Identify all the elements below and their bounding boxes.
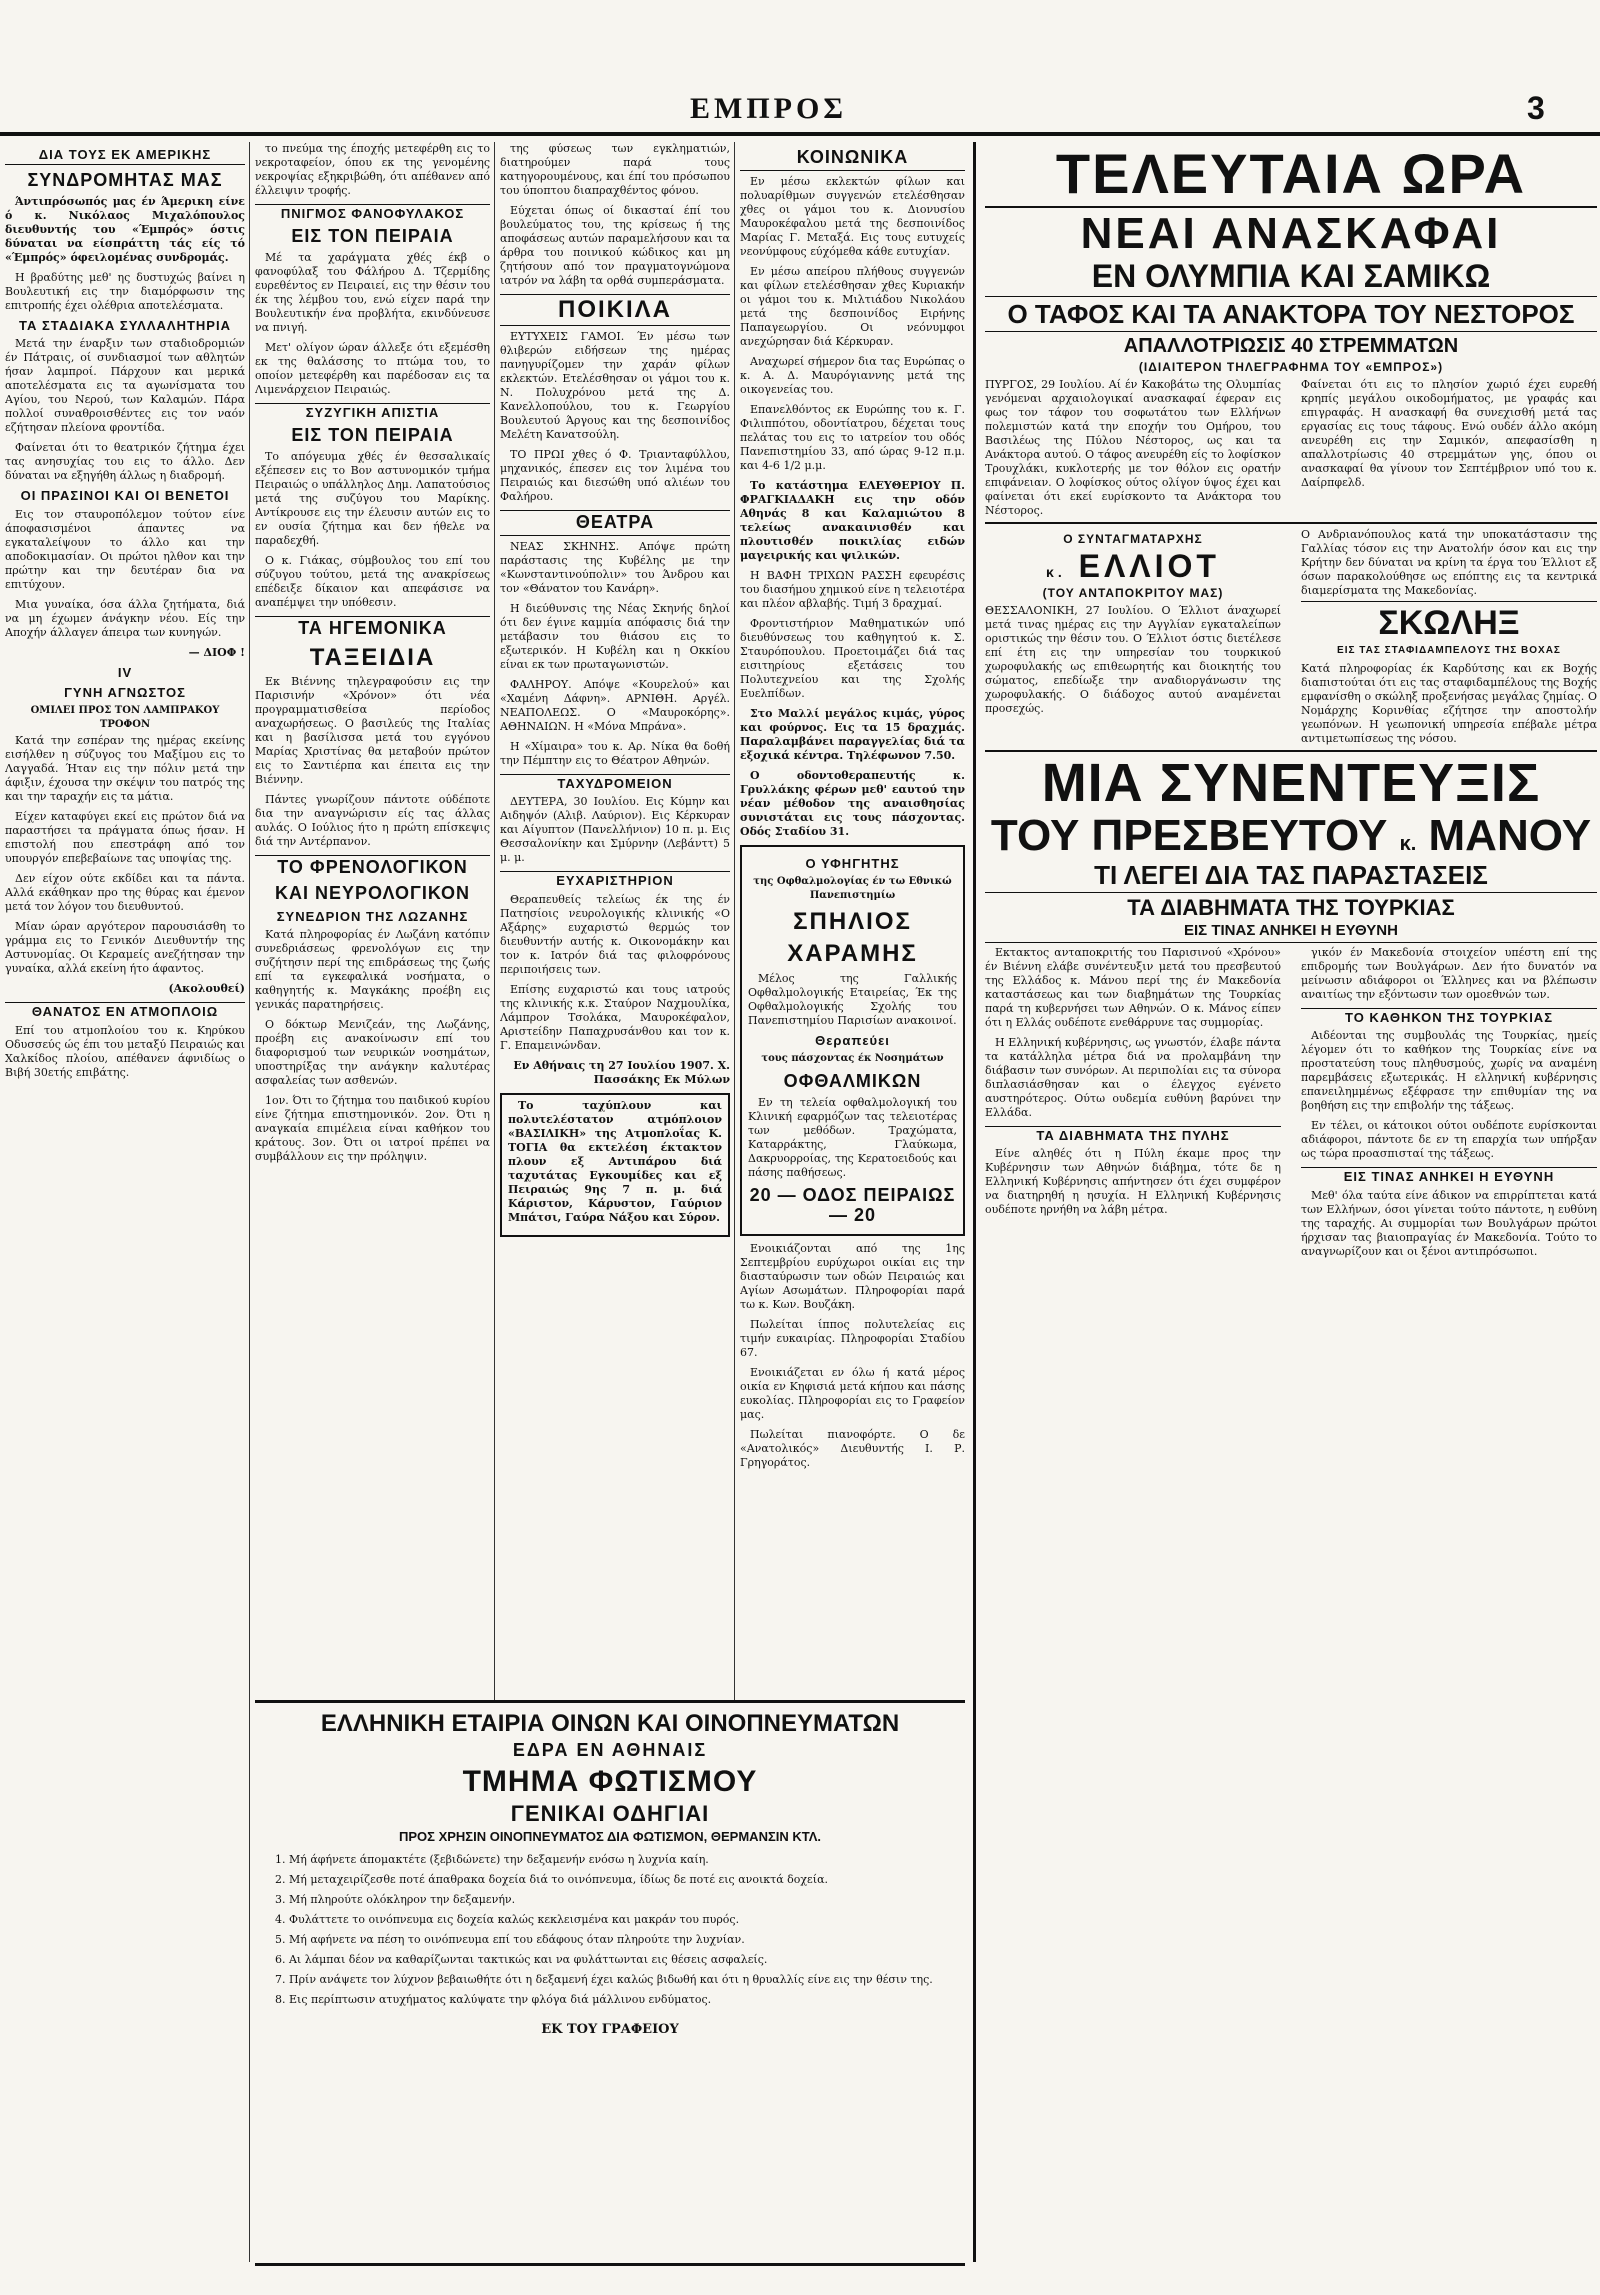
advertisement bbox=[500, 1093, 730, 1237]
article-paragraph: Εύχεται όπως οί δικασταί έπί του βουλεύματος του, της κρίσεως ή της αποφάσεως αυτών παραμελήσουν και τα άρθρα του ποινικού κώδικος και μη ζητήσουν από τον πραγματογνώμονα ιατρόν να λάβη τα ορθά συμπεράσματα. bbox=[500, 204, 730, 287]
article-paragraph: ΝΕΑΣ ΣΚΗΝΗΣ. Απόψε πρώτη παράστασις της Κυβέλης με την «Κωνσταντινούπολιν» του Άνδρου και τον «Θάνατον του Κανάρη». bbox=[500, 540, 730, 596]
headline-part: ΜΑΝΟΥ bbox=[1428, 811, 1592, 860]
divider bbox=[985, 206, 1597, 208]
article-paragraph: Αναχωρεί σήμερον δια τας Ευρώπας ο κ. Α. Δ. Μαυρόγιαννης μετά της οικογενείας του. bbox=[740, 354, 965, 396]
divider bbox=[985, 892, 1597, 893]
ad-instruction: 1. Μή άφήνετε άπομακτέτε (ξεβιδώνετε) την δεξαμενήν ενόσω η λυχνία καίη. bbox=[275, 1852, 709, 1866]
article-paragraph: Μια γυναίκα, όσα άλλα ζητήματα, διά να μη έχωμεν άνάγκην νέου. Είς την Αποχήν άλλαγεν άπειρα των κυνηγών. bbox=[5, 597, 245, 639]
ad-subheading: της Οφθαλμολογίας έν τω Εθνικώ Πανεπιστημίω bbox=[753, 876, 952, 902]
headline: ΤΑ ΗΓΕΜΟΝΙΚΑ bbox=[255, 616, 490, 639]
ad-instruction: 7. Πρίν ανάψετε τον λύχνον βεβαιωθήτε ότι η δεξαμενή έχει καλώς βιδωθή και ότι η θρυαλλίς είνε εις την θέσιν της. bbox=[275, 1972, 933, 1986]
ad-address: 20 — ΟΔΟΣ ΠΕΙΡΑΙΩΣ — 20 bbox=[749, 1184, 956, 1225]
section-heading: ΤΕΛΕΥΤΑΙΑ ΩΡΑ bbox=[1055, 142, 1527, 205]
subheadline: ΤΑ ΣΤΑΔΙΑΚΑ ΣΥΛΛΑΛΗΤΗΡΙΑ bbox=[19, 318, 231, 334]
subheadline: Ο ΣΥΝΤΑΓΜΑΤΑΡΧΗΣ bbox=[1063, 532, 1203, 546]
page-number: 3 bbox=[1527, 90, 1545, 126]
column-divider bbox=[249, 142, 250, 2262]
article-paragraph: Κατά την εσπέραν της ημέρας εκείνης εισήλθεν η σύζυγος του Μαξίμου εις το Λαγγαδά. Ήταν εις την πόλιν μετά την άφιξιν, έχουσα την σκέψιν του πατρός της και την ταραχήν εις τα μάτια. bbox=[5, 734, 245, 804]
headline: ΕΝ ΟΛΥΜΠΙΑ ΚΑΙ ΣΑΜΙΚΩ bbox=[1091, 258, 1491, 294]
article-paragraph: Μίαν ώραν αργότερον παρουσιάσθη το γράμμα εις το Γενικόν Διευθυντήν της Αστυνομίας. Οι Κεραμείς ανεζήτησαν την γυναίκα, αλλά εκείνη ήτο άφαντος. bbox=[5, 920, 245, 976]
divider bbox=[985, 750, 1597, 752]
dateline: (ΙΔΙΑΙΤΕΡΟΝ ΤΗΛΕΓΡΑΦΗΜΑ ΤΟΥ «ΕΜΠΡΟΣ») bbox=[1138, 360, 1444, 374]
headline: ΤΟ ΦΡΕΝΟΛΟΓΙΚΟΝ bbox=[255, 855, 490, 878]
article-paragraph: Η διεύθυνσις της Νέας Σκηνής δηλοί ότι δεν έγινε καμμία απόφασις διά την μετάβασιν του θιάσου εις το εξωτερικόν. Η Κυβέλη και η Οκκίου είναι εκ των πρωταγωνιστών. bbox=[500, 602, 730, 672]
ad-name: ΣΠΗΛΙΟΣ bbox=[793, 908, 912, 936]
article-paragraph: ΕΥΤΥΧΕΙΣ ΓΑΜΟΙ. Έν μέσω των θλιβερών ειδήσεων της ημέρας πανηγυρίζομεν την χαράν φίλων εκλεκτών. Ετελέσθησαν οι γάμοι του κ. Ν. Πολυχρόνου μετά της Δ. Κανελλοπούλου, του κ. Γεωργίου Βουλευτού Άργους και της δεσποινίδος Μελέτη Κανατσούλη. bbox=[500, 330, 730, 442]
subheadline: ΤΑ ΔΙΑΒΗΜΑΤΑ ΤΗΣ ΠΥΛΗΣ bbox=[985, 1126, 1281, 1143]
ad-instruction: 4. Φυλάττετε το οινόπνευμα εις δοχεία καλώς κεκλεισμένα και μακράν του πυρός. bbox=[275, 1912, 740, 1926]
title-prefix: κ. bbox=[1046, 564, 1066, 580]
headline: ΣΚΩΛΗΞ bbox=[1378, 604, 1520, 642]
article-paragraph: ΦΑΛΗΡΟΥ. Απόψε «Κουρελού» και «Χαμένη Δάφνη». ΑΡΝΙΘΗ. Αργέλ. ΝΕΑΠΟΛΕΩΣ. Ο «Μαυροκόρης». ΑΘΗΝΑΙΩΝ. Η «Μόνα Μπράνα». bbox=[500, 678, 730, 734]
article-ellliot bbox=[985, 528, 1281, 746]
ad-subheading: τους πάσχοντας έκ Νοσημάτων bbox=[761, 1053, 944, 1065]
article-text: ΘΕΣΣΑΛΟΝΙΚΗ, 27 Ιουλίου. Ο Έλλιοτ άναχωρεί μετά τινας ημέρας εις την Αγγλίαν εγκαταλείπων οριστικώς την θέσιν του. Ο Έλλιοτ όστις διετέλεσε επί έτη εις την υπηρεσίαν του τουρκικού χωροφυλακής ως επιθεωρητής και διοικητής του σώματος, επεδίωξε την αναδιοργάνωσιν της χωροφυλακής. Ο διάδοχος αυτού αναμένεται προσεχώς. bbox=[985, 604, 1281, 715]
ad-instruction: 5. Μή αφήνετε να πέση το οινόπνευμα επί του εδάφους όταν πληρούτε την λυχνίαν. bbox=[275, 1932, 745, 1946]
article-column bbox=[1301, 946, 1597, 1265]
ad-text: Εν τη τελεία οφθαλμολογική του Κλινική εφαρμόζων τας τελειοτέρας των μεθόδων. Τραχώματα, Καταρράκτης, Γλαύκωμα, Δακρυορροίας, της Κερατοειδούς και πάσης παθήσεως. bbox=[748, 1095, 957, 1179]
article-paragraph: ΔΕΥΤΕΡΑ, 30 Ιουλίου. Εις Κύμην και Αιδηψόν (Αλιβ. Λαύριον). Εις Κέρκυραν και Αίγυπτον (Πανελλήνιον) 10 π. μ. Εις Θεσσαλονίκην και Σμύρνην (Λεβάνττ) 5 μ. μ. bbox=[500, 795, 730, 865]
subheadline: ΟΜΙΛΕΙ ΠΡΟΣ ΤΟΝ ΛΑΜΠΡΑΚΟΥ ΤΡΟΦΟΝ bbox=[30, 705, 220, 731]
article-paragraph: Η Ελληνική κυβέρνησις, ως γνωστόν, έλαβε πάντα τα κατάλληλα μέτρα διά να προλαμβάνη την διάβασιν των συνόρων. Αι περιπολίαι εις τα σύνορα διπλασιάσθησαν και ο έλεγχος εγένετο αυστηρότερος. Ούτω ουδεμία ευθύνη βαρύνει την Ελλάδα. bbox=[985, 1036, 1281, 1119]
latest-news-section bbox=[985, 142, 1597, 2262]
article-paragraph: Μέ τα χαράγματα χθές έκβ ο φανοφύλαξ του Φάλήρου Δ. Τζερμίδης ευρεθέντος εν Πειραιεί, εις την θέσιν του έκ της λέμβου του, ενώ είχεν παρά την Βουλευτικήν ένα προβλήτα, εκινδύνευσε να πνιγή. bbox=[255, 251, 490, 335]
advertisement bbox=[740, 845, 965, 1236]
article-paragraph: Είχεν καταφύγει εκεί εις πρώτον διά να παραστήσει τα πράγματα όπως ήσαν. Η επιστολή που επεστράφη από τον υπουργόν επεβεβαίωνε τας υποψίας της. bbox=[5, 810, 245, 866]
ad-instruction: 8. Εις περίπτωσιν ατυχήματος καλύψατε την φλόγα διά μάλλινου ενδύματος. bbox=[275, 1992, 712, 2006]
article-row bbox=[985, 528, 1597, 746]
ad-headline: ΕΛΛΗΝΙΚΗ ΕΤΑΙΡΙΑ ΟΙΝΩΝ ΚΑΙ ΟΙΝΟΠΝΕΥΜΑΤΩΝ bbox=[320, 1710, 900, 1737]
subheadline: ΤΙ ΛΕΓΕΙ ΔΙΑ ΤΑΣ ΠΑΡΑΣΤΑΣΕΙΣ bbox=[1094, 860, 1488, 890]
ad-headline: ΓΕΝΙΚΑΙ ΟΔΗΓΙΑΙ bbox=[510, 1801, 710, 1827]
article-paragraph: Εν μέσω απείρου πλήθους συγγενών και φίλων ετελέσθησαν χθες Κυριακήν οι γάμοι του κ. Μιλτιάδου Νικολάου μετά της δεσποινίδος Ειρήνης Παπαγεωργίου. Οι νεόνυμφοι ανεχώρησαν διά Κέρκυραν. bbox=[740, 264, 965, 348]
headline: ΠΝΙΓΜΟΣ ΦΑΝΟΦΥΛΑΚΟΣ bbox=[255, 204, 490, 221]
article-text: ΠΥΡΓΟΣ, 29 Ιουλίου. Αί έν Κακοβάτω της Ολυμπίας γενόμεναι αρχαιολογικαί ανασκαφαί έφεραν εις φως τον τάφον του σοφωτάτου των Ελλήνων πολεμιστών κατά την εποχήν του Ομήρου, του Βασιλέως της Πύλου Νέστορος, ως και τα Ανάκτορα αυτού. Ο τάφος ανευρέθη είς το λοφίσκον Τρουχλάκι, κυκλοτερής με τον θόλον εις ορατήν επιφάνειαν. Ο λοφίσκος ούτος ολίγον ύψος έχει και φαίνεται ότι εκεί ευρίσκοντο τα Ανάκτορα του Νέστορος. bbox=[985, 378, 1281, 517]
ad-headline: ΤΜΗΜΑ ΦΩΤΙΣΜΟΥ bbox=[462, 1765, 758, 1799]
headline-name: ΕΛΛΙΟΤ bbox=[1078, 548, 1220, 584]
divider bbox=[985, 942, 1597, 943]
article-paragraph: Εις τον σταυροπόλεμον τούτον είνε άποφασισμένοι άπαντες να εγκαταλείψουν το άλλο και την αποδοκιμασίαν. Οι πρώτοι ηλθον και την πρώτην και την δευτέραν δια να επιτύχουν. bbox=[5, 507, 245, 591]
divider bbox=[1301, 601, 1597, 602]
article-paragraph: Ο κ. Γιάκας, σύμβουλος του επί του σύζυγου τούτου, μετά της ανακρίσεως επέδειξε δίκαιον και απεφάσισε να αναπέμψει την υπόθεσιν. bbox=[255, 554, 490, 610]
masthead-rule bbox=[0, 132, 1600, 136]
column-1 bbox=[5, 142, 245, 2262]
article-paragraph: Το απόγευμα χθές έν θεσσαλικαίς εξέπεσεν εις το Βον αστυνομικόν τμήμα Πειραιώς ο υπάλληλος Δημ. Λαπατούσιος μετά της συζύγου του Μαρίκης. Αντίκρουσε εις την έλευσιν αυτών εις το εν ουσία ζήτημα και δεν ήθελε να παραδεχθή. bbox=[255, 450, 490, 548]
ad-instruction: 6. Αι λάμπαι δέον να καθαρίζωνται τακτικώς και να φυλάττωνται εις θέσεις ασφαλείς. bbox=[275, 1952, 768, 1966]
ad-heading: ΟΦΘΑΛΜΙΚΩΝ bbox=[783, 1071, 922, 1092]
headline: ΣΥΝΕΔΡΙΟΝ ΤΗΣ ΛΩΖΑΝΗΣ bbox=[276, 908, 469, 924]
ad-heading: Θεραπεύει bbox=[815, 1032, 890, 1048]
article-paragraph: Η ΒΑΦΗ ΤΡΙΧΩΝ ΡΑΣΣΗ εφευρέσις του διασήμου χημικού είνε η τελειοτέρα και πλέον αβλαβής. Τιμή 3 δραχμαί. bbox=[740, 568, 965, 610]
subheadline: ΤΟ ΚΑΘΗΚΟΝ ΤΗΣ ΤΟΥΡΚΙΑΣ bbox=[1301, 1008, 1597, 1025]
headline: ΝΕΑΙ ΑΝΑΣΚΑΦΑΙ bbox=[1080, 209, 1502, 258]
article-paragraph: Μετά την έναρξιν των σταδιοδρομιών έν Πάτραις, οί συνδιασμοί των αθλητών ήσαν λαμπροί. Πάρχουν και μερικά αποτελέσματα εις τα αγωνίσματα του Αγίου, του Νερού, των Καλαμών. Πάρα πολλοί συναθροισθέντες εις τον ναόν εζήτησαν πλείονα φροντίδα. bbox=[5, 337, 245, 435]
classified-ad: Ενοικιάζονται από της 1ης Σεπτεμβρίου ευρύχωροι οικίαι εις την διασταύρωσιν των οδών Πειραιώς και Αγίων Ασωμάτων. Πληροφορίαι παρά τω κ. Κων. Βουζάκη. bbox=[740, 1241, 965, 1311]
section-number: IV bbox=[117, 664, 133, 680]
ad-heading: Ο ΥΦΗΓΗΤΗΣ bbox=[805, 855, 900, 871]
ad-instruction: 3. Μή πληρούτε ολόκληρον την δεξαμενήν. bbox=[275, 1892, 516, 1906]
article-paragraph: Επίσης ευχαριστώ και τους ιατρούς της κλινικής κ.κ. Σταύρον Ναχμουλίκα, Λάμπρον Τσολάκα, Μαυροκέφαλον, Αριστείδην Παπαχρυσάνθου και τον κ. Γ. Επαμεινώνδαν. bbox=[500, 982, 730, 1052]
subheadline: ΓΥΝΗ ΑΓΝΩΣΤΟΣ bbox=[64, 684, 186, 700]
headline: ΔΙΑ ΤΟΥΣ ΕΚ ΑΜΕΡΙΚΗΣ bbox=[5, 148, 245, 165]
title-prefix: κ. bbox=[1399, 833, 1417, 855]
article-paragraph: γικόν έν Μακεδονία στοιχείον υπέστη επί της επιδρομής των Βουλγάρων. Δεν ήτο δυνατόν να μείνωσιν αδιάφοροι οι Έλληνες και να βλέπωσιν αναιτίως την εξόντωσιν των ομοεθνών των. bbox=[1301, 946, 1597, 1001]
article-paragraph: Εκ Βιέννης τηλεγραφούσιν εις την Παρισινήν «Χρόνον» ότι νέα προγραμματισθείσα περίοδος αναχωρήσεως. Ο βασιλεύς της Ιταλίας και η βασίλισσα μετά του εγγόνου Μαρίας Χριστίνας θα μεταβούν πρώτον εις το Σαντιέρπα και έπειτα εις την Βιέννην. bbox=[255, 675, 490, 787]
article-paragraph: Κατά πληροφορίας έν Λωζάνη κατόπιν συνεδριάσεως φρενολόγων εις την συζήτησιν περί της επιδράσεως της ζωής επί τα εγκεφαλικά νοσήματα, ο καθηγητής κ. Μαγκάκης προέβη εις γενικάς παρατηρήσεις. bbox=[255, 928, 490, 1012]
article-paragraph: Μεθ' όλα ταύτα είνε άδικον να επιρρίπτεται κατά των Ελλήνων, όσοι γίνεται τούτο πάντοτε, η ευθύνη της ταραχής. Αι συμμορίαι των Βουλγάρων πρώτοι ήρχισαν τας βιαιοπραγίας έν Μακεδονία. Τούτο το αναγνωρίζουν και οι ξένοι αντιπρόσωποι. bbox=[1301, 1188, 1597, 1258]
ad-name: ΧΑΡΑΜΗΣ bbox=[787, 940, 918, 968]
article-paragraph: Η «Χίμαιρα» του κ. Αρ. Νίκα θα δοθή την Πέμπτην εις το Θέατρον Αθηνών. bbox=[500, 740, 730, 768]
article-paragraph: Στο Μαλλί μεγάλος κιμάς, γύρος και φούρνος. Εις τα 15 δραχμάς. Παραλαμβάνει παραγγελίας διά τα εξοχικά κέντρα. Τηλέφωνον 7.50. bbox=[740, 706, 965, 762]
wine-company-advertisement bbox=[255, 1700, 965, 2266]
article-column bbox=[985, 946, 1281, 1265]
article-body bbox=[985, 378, 1597, 518]
headline bbox=[985, 550, 1281, 582]
headline: ΚΑΙ ΝΕΥΡΟΛΟΓΙΚΟΝ bbox=[274, 883, 471, 904]
article-text: Κατά πληροφορίας έκ Καρδύτσης και εκ Βοχής διαπιστούται ότι εις τας σταφιδαμπέλους της Βοχής εμφανίσθη ο σκώληξ προξενήσας μεγάλας ζημίας. Ο Νομάρχης Κορινθίας εζήτησε την αποστολήν γεωπόνων. Η γεωπονική υπηρεσία επέβαλε μέτρα αντιμετωπίσεως της νόσου. bbox=[1301, 662, 1597, 745]
signature: (Ακολουθεί) bbox=[168, 982, 245, 996]
article-paragraph: Θεραπευθείς τελείως έκ της έν Πατησίοις νευρολογικής κλινικής «Ο Αξάρης» ευχαριστώ θερμώς τον διευθυντήν αυτής κ. Οικονομάκην και τον κ. Ιατρόν διά τας φιλοφρόνους περιποιήσεις των. bbox=[500, 892, 730, 976]
ad-text: Μέλος της Γαλλικής Οφθαλμολογικής Εταιρείας, Έκ της Οφθαλμολογικής Σχολής του Πανεπιστημίου Παρισίων ανακοινοί. bbox=[748, 971, 957, 1027]
advertisement-text: Το ταχύπλουν και πολυτελέστατον ατμόπλοιον «ΒΑΣΙΛΙΚΗ» της Ατμοπλοΐας Κ. ΤΟΓΙΑ θα εκτελέση έκτακτον πλουν εξ Αντιπάρου διά ταχυτάτας Εγκουμίδες και εξ Πειραιώς 9ης 7 π. μ. διά Κάριστον, Κάρυστον, Γαύριον Μπάτσι, Γαύρα Νάξου και Σύρον. bbox=[508, 1098, 722, 1224]
classified-ad: Πωλείται ίππος πολυτελείας εις τιμήν ευκαιρίας. Πληροφορίαι Σταδίου 67. bbox=[740, 1317, 965, 1359]
ad-instructions bbox=[255, 1849, 965, 2017]
divider bbox=[985, 522, 1597, 524]
newspaper-title: ΕΜΠΡΟΣ bbox=[690, 92, 847, 125]
section-heading: ΕΥΧΑΡΙΣΤΗΡΙΟΝ bbox=[500, 871, 730, 888]
article-paragraph: Εν τέλει, οι κάτοικοι ούτοι ουδέποτε ευρίσκονται αδιάφοροι, πάντοτε δε εν τη επαρχία των υπήρξαν ως τώρα προασπισταί της τάξεως. bbox=[1301, 1119, 1597, 1161]
ad-subheading: ΕΔΡΑ ΕΝ ΑΘΗΝΑΙΣ bbox=[512, 1740, 708, 1761]
subheadline: ΕΙΣ ΤΙΝΑΣ ΑΝΗΚΕΙ Η ΕΥΘΥΝΗ bbox=[1184, 922, 1398, 939]
article-paragraph: 1ον. Ότι το ζήτημα του παιδικού κυρίου είνε ζήτημα επιστημονικόν. 2ον. Ότι η αναγκαία επιμέλεια είναι καθήκον του κράτους. 3ον. Ότι οι ιατροί πρέπει να συμβάλλουν εις την πρόληψιν. bbox=[255, 1094, 490, 1164]
headline-part: ΤΟΥ ΠΡΕΣΒΕΥΤΟΥ bbox=[990, 811, 1388, 860]
article-paragraph: Ο δόκτωρ Μενιζεάν, της Λωζάνης, προέβη εις ανακοίνωσιν επί του διαφορισμού των νευρικών νοσημάτων, υποστηρίξας την ανάγκην καλυτέρας ασφαλείας των ασθενών. bbox=[255, 1018, 490, 1088]
headline: ΜΙΑ ΣΥΝΕΝΤΕΥΞΙΣ bbox=[1041, 753, 1541, 813]
section-heading: ΠΟΙΚΙΛΑ bbox=[500, 294, 730, 326]
article-paragraph: ΤΟ ΠΡΩΙ χθες ό Φ. Τριανταφύλλου, μηχανικός, έπεσεν εις τον λιμένα του Πειραιώς και διεσώθη υπό αλιέων του Φαλήρου. bbox=[500, 448, 730, 504]
article-paragraph: Είνε αληθές ότι η Πύλη έκαμε προς την Κυβέρνησιν των Αθηνών διάβημα, τότε δε η Ελληνική Κυβέρνησις απήντησεν ότι έχει συμφέρον να διατηρηθή η ησυχία. Η Ελληνική Κυβέρνησις ουδέποτε ηρνήθη να λάβη μέτρα. bbox=[985, 1147, 1281, 1217]
signature: Εν Αθήναις τη 27 Ιουλίου 1907. Χ. Πασσάκης Εκ Μύλων bbox=[513, 1058, 730, 1086]
article-paragraph: Άντιπρόσωπός μας έν Άμερικη είνε ό κ. Νικόλαος Μιχαλόπουλος διευθυντής του «Έμπρός» όστις δύναται να είσπράττη τάς είς τό «Έμπρός» όφειλομένας συνδρομάς. bbox=[5, 195, 245, 265]
headline: ΤΑΞΕΙΔΙΑ bbox=[309, 643, 436, 671]
masthead bbox=[0, 78, 1600, 138]
subheadline: ΤΑ ΔΙΑΒΗΜΑΤΑ ΤΗΣ ΤΟΥΡΚΙΑΣ bbox=[1127, 895, 1455, 920]
headline: ΣΥΝΔΡΟΜΗΤΑΣ ΜΑΣ bbox=[27, 170, 223, 191]
article-paragraph: Η βραδύτης μεθ' ης δυστυχώς βαίνει η Βουλευτική εις την διαμόρφωσιν της επιτροπής έχει ολέθρια αποτελέσματα. bbox=[5, 271, 245, 313]
article-paragraph: Αιδέονται της συμβουλάς της Τουρκίας, ημείς λέγομεν ότι το καθήκον της Τουρκίας είνε να προστατεύση τους πληθυσμούς, χωρίς να αναμένη παρεμβάσεις εξωτερικάς. Η ελληνική κυβέρνησις επανειλημμένως εξέφρασε την επιθυμίαν της να βοηθήση εις την επιβολήν της τάξεως. bbox=[1301, 1029, 1597, 1113]
ad-footer: ΕΚ ΤΟΥ ΓΡΑΦΕΙΟΥ bbox=[541, 2021, 679, 2037]
article-paragraph: Επί του ατμοπλοίου του κ. Κηρύκου Οδυσσεύς ώς έπι του μεταξύ Πειραιώς και Χαλκίδος πλοίου, απέθανεν άφνιδίως ο Βιβή 30ετής επιβάτης. bbox=[5, 1023, 245, 1079]
headline: Ο ΤΑΦΟΣ ΚΑΙ ΤΑ ΑΝΑΚΤΟΡΑ ΤΟΥ ΝΕΣΤΟΡΟΣ bbox=[1007, 299, 1575, 329]
ad-instruction: 2. Μή μεταχειρίζεσθε ποτέ άπαθρακα δοχεία διά το οινόπνευμα, ίδίως δε ποτέ εις ανοικτά δοχεία. bbox=[275, 1872, 828, 1886]
headline: ΕΙΣ ΤΟΝ ΠΕΙΡΑΙΑ bbox=[291, 425, 454, 446]
column-divider bbox=[973, 142, 976, 2262]
subheadline: ΕΙΣ ΤΑΣ ΣΤΑΦΙΔΑΜΠΕΛΟΥΣ ΤΗΣ ΒΟΧΑΣ bbox=[1337, 645, 1561, 656]
article-paragraph: Ο οδοντοθεραπευτής κ. Γρυλλάκης φέρων μεθ' εαυτού την νέαν μέθοδον της αναισθησίας συνιστάται εις τους πάσχοντας. Οδός Σταδίου 31. bbox=[740, 768, 965, 838]
article-text: Ο Ανδριανόπουλος κατά την υποκατάστασιν της Γαλλίας τόσον εις την Ανατολήν όσον και εις την Κρήτην δεν δύναται να κρίνη τα έργα του Έλλιοτ εξ όσων παρακολούθησε ως επόπτης εις τα κεντρικά διαμερίσματα της Μακεδονίας. bbox=[1301, 528, 1597, 597]
article-paragraph: Πάντες γνωρίζουν πάντοτε ούδέποτε δια την αναγνώρισιν είς τας άλλας αυλάς. Ο Ιούλιος ήτο η πρώτη επίσκεψις διά την Αντέρπανον. bbox=[255, 793, 490, 849]
article-paragraph: Το κατάστημα ΕΛΕΥΘΕΡΙΟΥ Π. ΦΡΑΓΚΙΑΔΑΚΗ εις την οδόν Αθηνάς 8 και Καλαμιώτου 8 τελείως ανακαινισθέν και πλουτισθέν ποικιλίας ειδών μαγειρικής και ψιλικών. bbox=[740, 478, 965, 562]
article-text: Φαίνεται ότι εις το πλησίον χωριό έχει ευρεθή κρηπίς μεγάλου οικοδομήματος, με γραφάς και επιγραφάς. Η ανασκαφή θα συνεχισθή μετά τας εργασίας εις τους τάφους. Ενώ ουδέν άλλο ακόμη ανευρέθη εις την Σαμικόν, απεφασίσθη η απαλλοτρίωσις 40 στρεμμάτων γης, όπου οι ανασκαφαί θα γίνουν τον Σεπτέμβριον υπό του κ. Δαίρπφελδ. bbox=[1301, 378, 1597, 489]
section-heading: ΚΟΙΝΩΝΙΚΑ bbox=[740, 148, 965, 171]
signature: — ΔΙΟΦ ! bbox=[188, 645, 245, 659]
headline bbox=[985, 811, 1597, 860]
article-paragraph: Φροντιστήριον Μαθηματικών υπό διευθύνσεως του καθηγητού κ. Σ. Σταυρόπουλου. Προετοιμάζει διά τας εισιτηρίους εξετάσεις του Πολυτεχνείου και της Σχολής Ευελπίδων. bbox=[740, 616, 965, 700]
subheadline: ΕΙΣ ΤΙΝΑΣ ΑΝΗΚΕΙ Η ΕΥΘΥΝΗ bbox=[1301, 1167, 1597, 1184]
article-paragraph: της φύσεως των εγκληματιών, διατηρούμεν παρά τους κατηγορουμένους, και έπί του πρόσωπου του ύποπτου διαπραχθέντος φόνου. bbox=[500, 142, 730, 197]
subheadline: ΘΑΝΑΤΟΣ ΕΝ ΑΤΜΟΠΛΟΙΩ bbox=[5, 1002, 245, 1019]
headline: ΣΥΖΥΓΙΚΗ ΑΠΙΣΤΙΑ bbox=[255, 403, 490, 420]
article-paragraph: το πνεύμα της έποχής μετεφέρθη εις το νεκροταφείον, όπου εκ της γενομένης νεκροψίας εξηκριβώθη, ότι απέθανεν από έλλειψιν τροφής. bbox=[255, 142, 490, 197]
subheadline: ΟΙ ΠΡΑΣΙΝΟΙ ΚΑΙ ΟΙ ΒΕΝΕΤΟΙ bbox=[20, 488, 230, 504]
classified-ad: Ενοικιάζεται εν όλω ή κατά μέρος οικία εν Κηφισιά μετά κήπου και πάσης ευκολίας. Πληροφορίαι εις το Γραφείον μας. bbox=[740, 1365, 965, 1421]
article-paragraph: Φαίνεται ότι το θεατρικόν ζήτημα έχει τας ανησυχίας του εις το άλλο. Δεν δύναται να εξηγήθη άλλως η διαδρομή. bbox=[5, 441, 245, 483]
divider bbox=[985, 331, 1597, 332]
divider bbox=[985, 296, 1597, 297]
article-body bbox=[985, 946, 1597, 1265]
article-paragraph: Εκτακτος ανταποκριτής του Παρισινού «Χρόνου» έν Βιέννη ελάβε συνέντευξιν μετά του πρεσβευτού της Ελλάδος κ. Μάνου περί της έν Μακεδονία καταστάσεως και των διαβημάτων της Τουρκίας παρά τη κυβερνήσει των Αθηνών. Ο κ. Μάνος είπεν ότι η Ελλάς ουδέποτε ενεθάρρυνε τας συμμορίας. bbox=[985, 946, 1281, 1029]
article-paragraph: Εν μέσω εκλεκτών φίλων και πολυαρίθμων συγγενών ετελέσθησαν χθες οι γάμοι του κ. Διονυσίου Μαυροκέφαλου μετά της δεσποινίδος Μαρίας Γ. Μεταξά. Εις τους ευτυχείς νεονύμφους εύχόμεθα κάθε ευτυχίαν. bbox=[740, 174, 965, 258]
subheadline: ΑΠΑΛΛΟΤΡΙΩΣΙΣ 40 ΣΤΡΕΜΜΑΤΩΝ bbox=[1123, 335, 1459, 357]
headline: ΕΙΣ ΤΟΝ ΠΕΙΡΑΙΑ bbox=[291, 226, 454, 247]
article-paragraph: Μετ' ολίγον ώραν άλλεξε ότι εξεμέσθη εκ της θαλάσσης το πτώμα του, το οποίον μετεφέρθη και παρέδοσαν εις τα Λιμενάρχειον Πειραιώς. bbox=[255, 341, 490, 397]
article-paragraph: Επανελθόντος εκ Ευρώπης του κ. Γ. Φιλιππότου, οδοντίατρου, δέχεται τους πελάτας του εις το ιατρείον του οδός Πανεπιστημίου 33, από ώρας 9-12 π.μ. και 4-6 1/2 μ.μ. bbox=[740, 402, 965, 472]
section-heading: ΘΕΑΤΡΑ bbox=[500, 510, 730, 536]
ad-subheading: ΠΡΟΣ ΧΡΗΣΙΝ ΟΙΝΟΠΝΕΥΜΑΤΟΣ ΔΙΑ ΦΩΤΙΣΜΟΝ, ΘΕΡΜΑΝΣΙΝ ΚΤΛ. bbox=[398, 1829, 822, 1845]
article-skolix bbox=[1301, 528, 1597, 746]
classified-ad: Πωλείται πιανοφόρτε. Ο δε «Ανατολικός» Διευθυντής Ι. Ρ. Γρηγοράτος. bbox=[740, 1427, 965, 1469]
section-heading: ΤΑΧΥΔΡΟΜΕΙΟΝ bbox=[500, 774, 730, 791]
dateline: (ΤΟΥ ΑΝΤΑΠΟΚΡΙΤΟΥ ΜΑΣ) bbox=[1042, 586, 1224, 600]
article-paragraph: Δεν είχον ούτε εκδίδει και τα πάντα. Αλλά εκάθηκαν προ της θύρας και έμενον μετά τον λόγον του διευθυντού. bbox=[5, 872, 245, 914]
